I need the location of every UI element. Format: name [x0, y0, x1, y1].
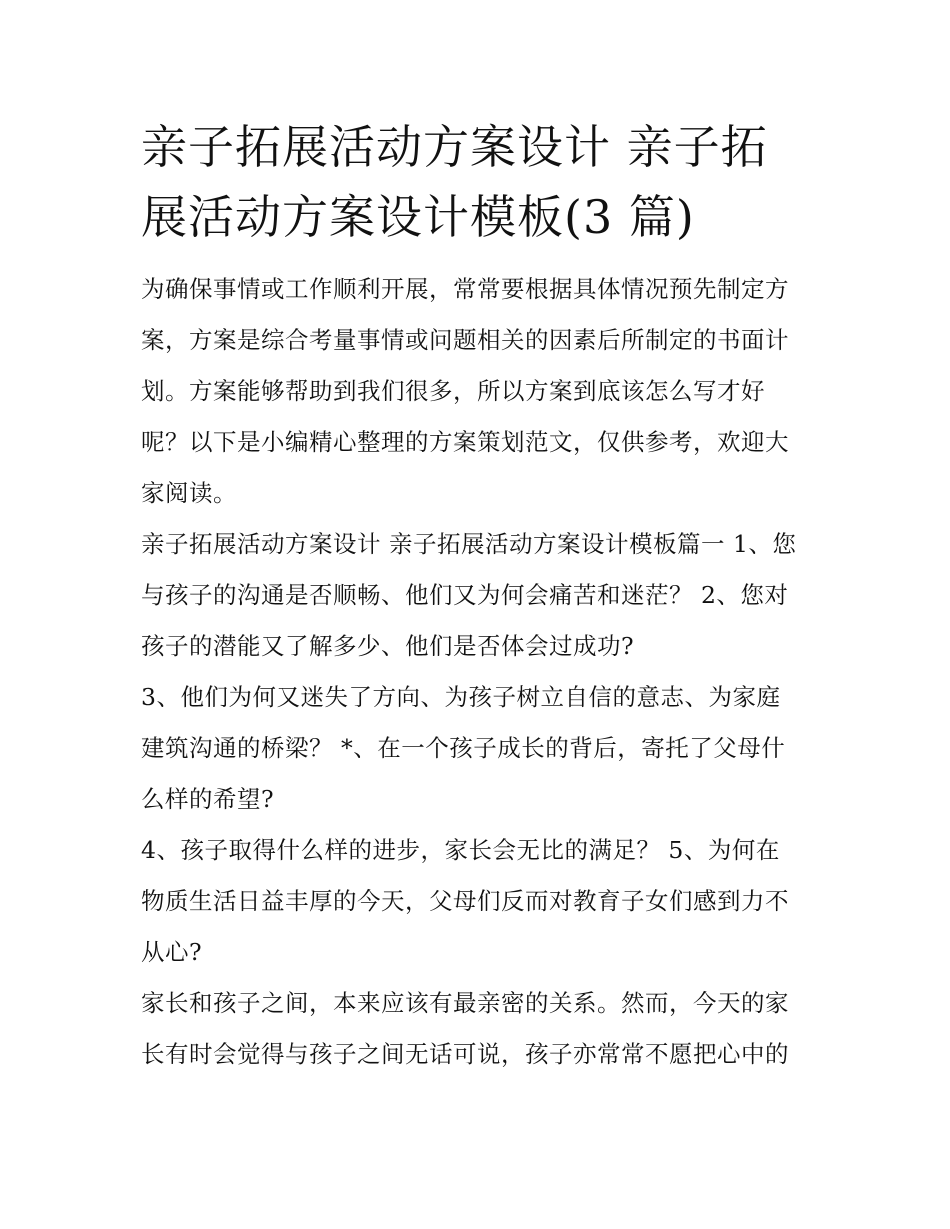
document-body — [141, 112, 813, 1080]
document-title: 亲子拓展活动方案设计 亲子拓 展活动方案设计模板(3 篇) — [141, 120, 768, 244]
paragraph-item-4-5: 4、孩子取得什么样的进步，家长会无比的满足？ 5、为何在 物质生活日益丰厚的今天，父母们反而对教育子女们感到力不 从心? — [141, 836, 789, 966]
paragraph-item-3: 3、他们为何又迷失了方向、为孩子树立自信的意志、为家庭 建筑沟通的桥梁？ *、在一个孩子成长的背后，寄托了父母什 么样的希望? — [141, 683, 786, 813]
paragraph-intro: 为确保事情或工作顺利开展，常常要根据具体情况预先制定方 案，方案是综合考量事情或问题相关的因素后所制定的书面计 划。方案能够帮助到我们很多，所以方案到底该怎么写才好 呢？以下是小编精心整理的方案策划范文，仅供参考，欢迎大 家阅读。 — [141, 275, 789, 507]
paragraph-parents: 家长和孩子之间，本来应该有最亲密的关系。然而，今天的家 长有时会觉得与孩子之间无话可说，孩子亦常常不愿把心中的 — [141, 989, 789, 1068]
paragraph-item-1-2: 亲子拓展活动方案设计 亲子拓展活动方案设计模板篇一 1、您 与孩子的沟通是否顺畅、他们又为何会痛苦和迷茫？ 2、您对 孩子的潜能又了解多少、他们是否体会过成功? — [141, 530, 797, 660]
